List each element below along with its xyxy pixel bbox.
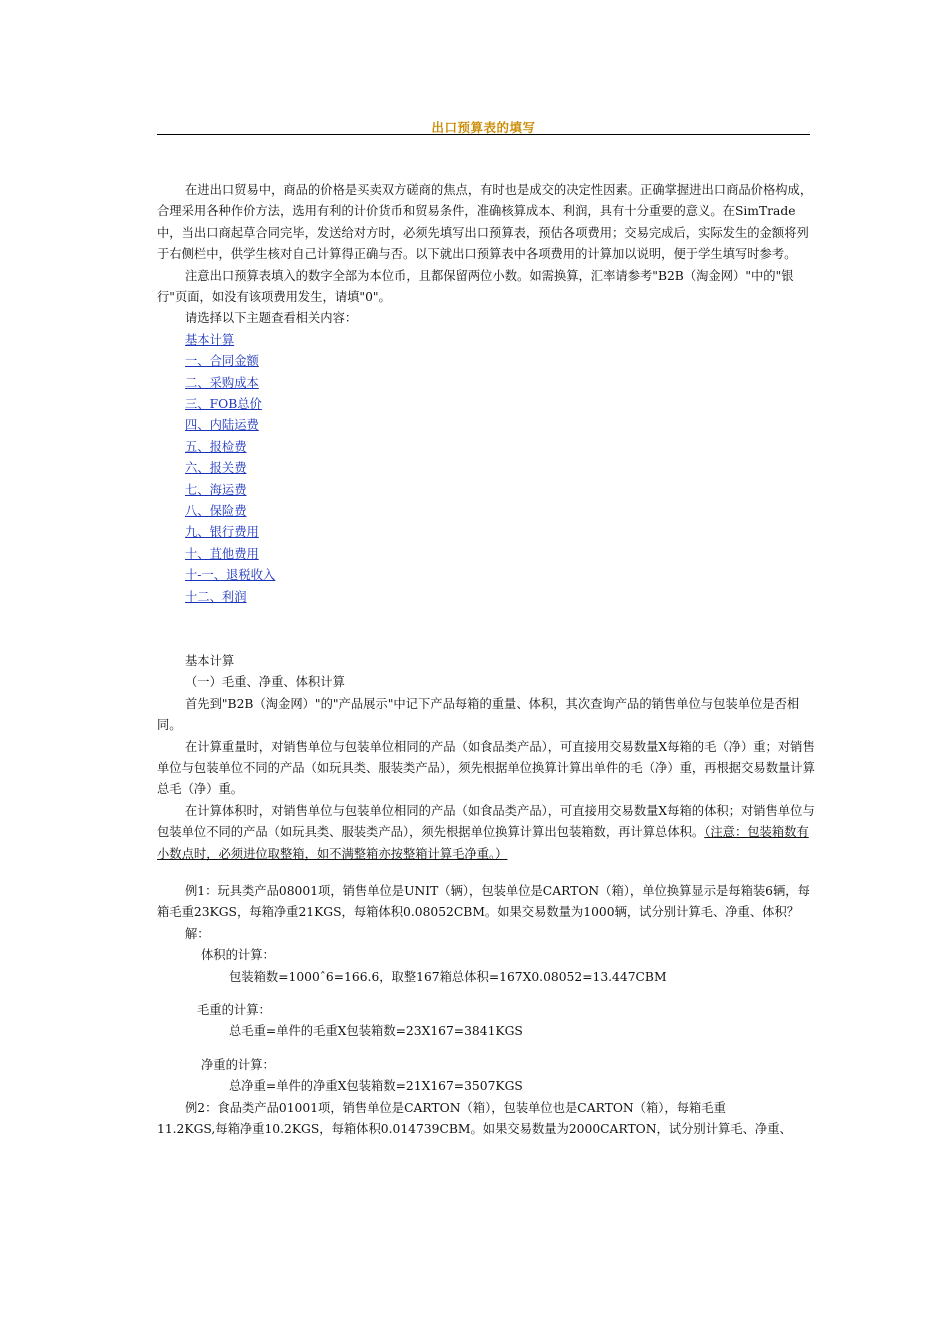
toc-link-fob-total[interactable]: 三、FOB总价 [185, 397, 262, 412]
section-paragraph-2: 在计算重量时，对销售单位与包装单位相同的产品（如食品类产品），可直接用交易数量X每箱的毛（净）重；对销售单位与包装单位不同的产品（如玩具类、服装类产品），须先根据单位换算计算出单件的毛（净）重，再根据交易数量计算总毛（净）重。 [157, 739, 815, 797]
intro-paragraph-3: 请选择以下主题查看相关内容： [185, 311, 358, 326]
intro-paragraph-1: 在进出口贸易中，商品的价格是买卖双方磋商的焦点，有时也是成交的决定性因素。正确掌握进出口商品价格构成，合理采用各种作价方法，选用有利的计价货币和贸易条件，准确核算成本、利润，具有十分重要的意义。在SimTrade中，当出口商起草合同完毕，发送给对方时，必须先填写出口预算表，预估各项费用；交易完成后，实际发生的金额将列于右侧栏中，供学生核对自己计算得正确与否。以下就出口预算表中各项费用的计算加以说明，便于学生填写时参考。 [157, 183, 813, 262]
section-paragraph-1: 首先到"B2B（淘金网）"的"产品展示"中记下产品每箱的重量、体积，其次查询产品的销售单位与包装单位是否相同。 [157, 696, 800, 733]
example-1-text: 例1：玩具类产品08001项，销售单位是UNIT（辆），包装单位是CARTON（箱），单位换算显示是每箱装6辆，每箱毛重23KGS，每箱净重21KGS，每箱体积0.08052CBM。如果交易数量为1000辆，试分别计算毛、净重、体积？ [157, 883, 810, 920]
gross-weight-label: 毛重的计算： [197, 1003, 271, 1018]
net-weight-label: 净重的计算： [201, 1057, 275, 1072]
toc-link-inland-freight[interactable]: 四、内陆运费 [185, 418, 259, 433]
volume-label: 体积的计算： [201, 948, 275, 963]
solution-label: 解： [185, 926, 210, 941]
title-divider [157, 134, 810, 135]
example-2-line-1: 例2：食品类产品01001项，销售单位是CARTON（箱），包装单位也是CARTON（箱），每箱毛重 [185, 1100, 726, 1115]
toc-link-contract-amount[interactable]: 一、合同金额 [185, 354, 259, 369]
toc-link-purchase-cost[interactable]: 二、采购成本 [185, 375, 259, 390]
toc-link-basic[interactable]: 基本计算 [185, 332, 235, 347]
gross-weight-formula: 总毛重=单件的毛重X包装箱数=23X167=3841KGS [229, 1024, 523, 1039]
section-subheading: （一）毛重、净重、体积计算 [185, 675, 345, 690]
intro-paragraph-2: 注意出口预算表填入的数字全部为本位币，且都保留两位小数。如需换算，汇率请参考"B2B（淘金网）"中的"银行"页面，如没有该项费用发生，请填"0"。 [157, 268, 794, 305]
toc-link-ocean-freight[interactable]: 七、海运费 [185, 482, 247, 497]
section-heading: 基本计算 [185, 653, 235, 668]
topic-list [157, 330, 820, 608]
toc-link-other-fees[interactable]: 十、苴他费用 [185, 546, 259, 561]
toc-link-inspection-fee[interactable]: 五、报检费 [185, 439, 247, 454]
section-paragraph-3: 在计算体积时，对销售单位与包装单位相同的产品（如食品类产品），可直接用交易数量X每箱的体积；对销售单位与包装单位不同的产品（如玩具类、服装类产品），须先根据单位换算计算出包装箱数，再计算总体积。（注意：包装箱数有小数点时，必须进位取整箱，如不满整箱亦按整箱计算毛净重。） [157, 803, 815, 861]
volume-formula: 包装箱数=1000ˆ6=166.6，取整167箱总体积=167X0.08052=13.447CBM [229, 969, 667, 984]
toc-link-profit[interactable]: 十二、利润 [185, 589, 247, 604]
packing-note: （注意：包装箱数有小数点时，必须进位取整箱，如不满整箱亦按整箱计算毛净重。） [157, 825, 809, 861]
toc-link-customs-fee[interactable]: 六、报关费 [185, 461, 247, 476]
example-2-line-2: 11.2KGS,每箱净重10.2KGS，每箱体积0.014739CBM。如果交易数量为2000CARTON，试分别计算毛、净重、 [157, 1122, 792, 1137]
toc-link-tax-refund[interactable]: 十-一、退税收入 [185, 568, 276, 583]
document-body [157, 180, 820, 1140]
net-weight-formula: 总净重=单件的净重X包装箱数=21X167=3507KGS [229, 1079, 523, 1094]
toc-link-bank-charges[interactable]: 九、银行费用 [185, 525, 259, 540]
toc-link-insurance[interactable]: 八、保险费 [185, 503, 247, 518]
page-title: 出口预算表的填写 [431, 120, 536, 135]
